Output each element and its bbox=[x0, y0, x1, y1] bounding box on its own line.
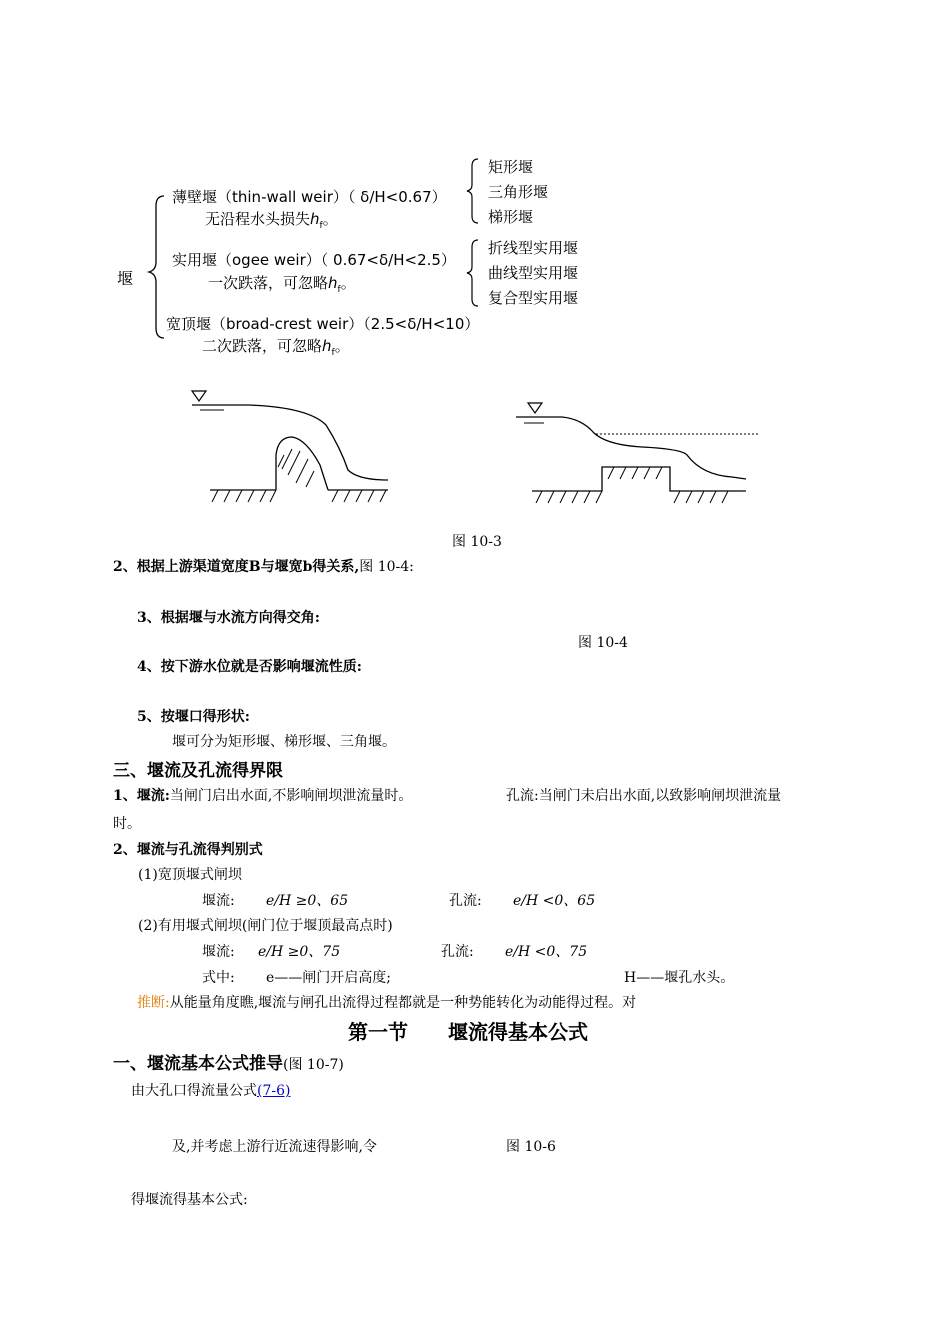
case1-weir-expr: e/H ≥0、65 bbox=[266, 893, 349, 909]
broad-crest-weir-diagram bbox=[512, 395, 762, 525]
item-2-text: 2、根据上游渠道宽度B与堰宽b得关系, bbox=[113, 559, 360, 575]
item-3: 3、根据堰与水流方向得交角: bbox=[137, 610, 320, 626]
para-weir-text: 当闸门启出水面,不影响闸坝泄流量时。 bbox=[169, 788, 413, 804]
case1-orif-label: 孔流: bbox=[449, 893, 482, 909]
note-sym: h bbox=[322, 337, 332, 355]
where-H: H——堰孔水头。 bbox=[624, 970, 735, 986]
group-broad-note: 二次跌落，可忽略$h_f$。 bbox=[202, 337, 350, 358]
figure-caption-10-3: 图 10-3 bbox=[452, 534, 502, 550]
brace-thin-wall bbox=[464, 156, 484, 226]
inference-label: 推断: bbox=[137, 995, 170, 1011]
inference-text: 从能量角度瞧,堰流与闸孔出流得过程都就是一种势能转化为动能得过程。对 bbox=[169, 995, 637, 1011]
thin-wall-item: 三角形堰 bbox=[488, 183, 549, 201]
ogee-item: 曲线型实用堰 bbox=[488, 264, 579, 282]
figure-caption-10-6: 图 10-6 bbox=[506, 1139, 556, 1155]
case-practical: (2)有用堰式闸坝(闸门位于堰顶最高点时) bbox=[138, 918, 393, 934]
derive-line-1 bbox=[131, 1080, 290, 1100]
case1-weir-label: 堰流: bbox=[202, 893, 235, 909]
heading-weir-orifice-limit: 三、堰流及孔流得界限 bbox=[113, 761, 283, 781]
equation-link-7-6[interactable]: (7-6) bbox=[257, 1083, 291, 1099]
para-criteria-title: 2、堰流与孔流得判别式 bbox=[113, 842, 263, 858]
note-text: 一次跌落，可忽略 bbox=[208, 274, 329, 292]
case-broad-crest: (1)宽顶堰式闸坝 bbox=[138, 867, 242, 883]
note-sym: h bbox=[310, 210, 320, 228]
figure-caption-10-4: 图 10-4 bbox=[578, 635, 628, 651]
derive-line-2: 及,并考虑上游行近流速得影响,令 bbox=[172, 1139, 377, 1155]
chapter-title: 第一节 堰流得基本公式 bbox=[348, 1020, 588, 1044]
thin-wall-item: 矩形堰 bbox=[488, 158, 534, 176]
where-e: e——闸门开启高度; bbox=[266, 970, 392, 986]
note-text: 无沿程水头损失 bbox=[205, 210, 311, 228]
derive-line-1-text: 由大孔口得流量公式 bbox=[131, 1083, 257, 1099]
thin-wall-item: 梯形堰 bbox=[488, 208, 534, 226]
note-text: 二次跌落，可忽略 bbox=[202, 337, 323, 355]
brace-ogee bbox=[464, 237, 484, 309]
group-ogee-title: 实用堰（ogee weir）（ 0.67<δ/H<2.5） bbox=[172, 251, 456, 269]
para-weir-flow bbox=[113, 785, 412, 805]
ogee-weir-diagram bbox=[188, 385, 408, 515]
item-4: 4、按下游水位就是否影响堰流性质: bbox=[137, 659, 362, 675]
derive-line-3: 得堰流得基本公式: bbox=[131, 1192, 248, 1208]
case1-orif-expr: e/H <0、65 bbox=[513, 893, 596, 909]
heading-derivation-text: 一、堰流基本公式推导 bbox=[113, 1054, 283, 1074]
water-surface bbox=[516, 417, 746, 479]
note-sym: h bbox=[328, 274, 338, 292]
group-thin-wall-note: 无沿程水头损失$h_f$。 bbox=[205, 210, 338, 231]
item-2-ref: 图 10-4: bbox=[359, 559, 414, 575]
group-thin-wall-title: 薄壁堰（thin-wall weir）（ δ/H<0.67） bbox=[172, 188, 447, 206]
weir-crest bbox=[532, 467, 746, 491]
case2-orif-expr: e/H <0、75 bbox=[505, 944, 588, 960]
ogee-item: 折线型实用堰 bbox=[488, 239, 579, 257]
water-level-triangle bbox=[192, 391, 206, 401]
where-label: 式中: bbox=[202, 970, 235, 986]
item-5: 5、按堰口得形状: bbox=[137, 709, 250, 725]
para-weir-label: 1、堰流: bbox=[113, 788, 170, 804]
para-weir-tail: 时。 bbox=[113, 816, 141, 832]
heading-derivation bbox=[113, 1049, 344, 1074]
heading-derivation-ref: (图 10-7) bbox=[283, 1057, 344, 1073]
weir-root-label: 堰 bbox=[117, 269, 134, 288]
ogee-item: 复合型实用堰 bbox=[488, 289, 579, 307]
case2-orif-label: 孔流: bbox=[441, 944, 474, 960]
group-ogee-note: 一次跌落，可忽略$h_f$。 bbox=[208, 274, 356, 295]
para-orifice-flow: 孔流:当闸门未启出水面,以致影响闸坝泄流量 bbox=[506, 788, 782, 804]
item-2 bbox=[113, 556, 414, 576]
group-broad-title: 宽顶堰（broad-crest weir）（2.5<δ/H<10） bbox=[166, 315, 480, 333]
item-5-body: 堰可分为矩形堰、梯形堰、三角堰。 bbox=[172, 734, 396, 750]
weir-body bbox=[276, 437, 328, 490]
case2-weir-label: 堰流: bbox=[202, 944, 235, 960]
inference bbox=[137, 992, 636, 1012]
case2-weir-expr: e/H ≥0、75 bbox=[258, 944, 341, 960]
water-surface bbox=[192, 405, 388, 480]
water-level-triangle bbox=[528, 403, 542, 413]
